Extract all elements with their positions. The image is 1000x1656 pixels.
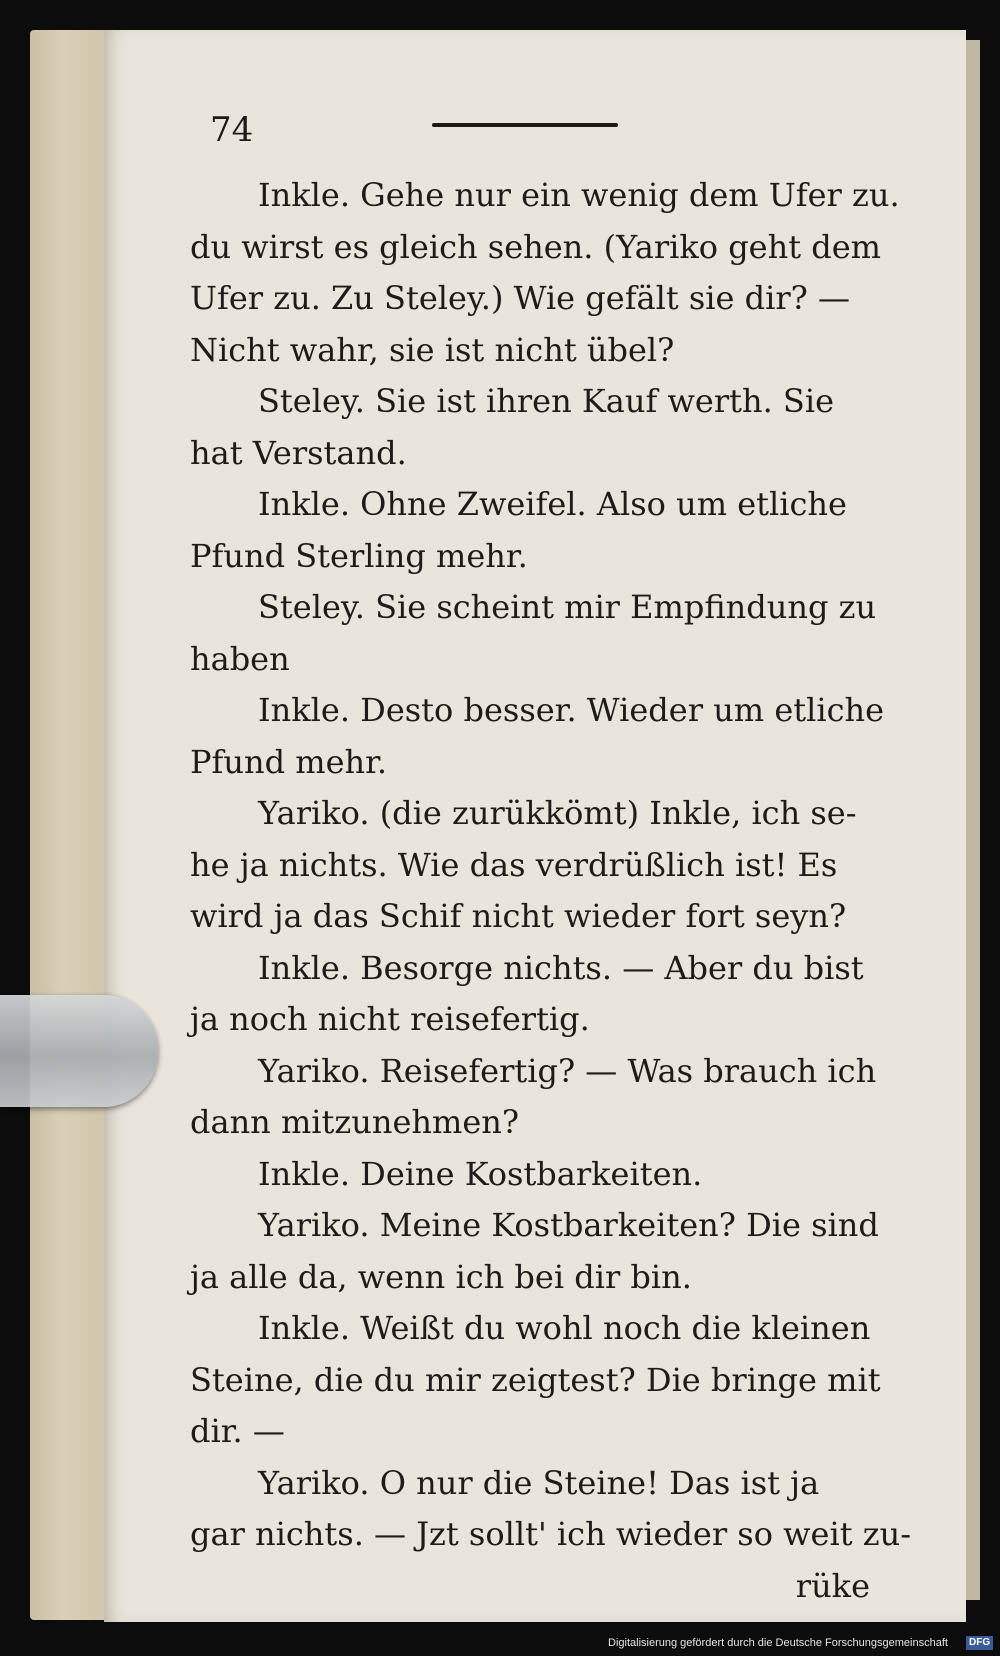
text-line: Steley. Sie scheint mir Empfindung zu (258, 588, 877, 626)
page-number: 74 (210, 110, 254, 150)
text-line: Steine, die du mir zeigtest? Die bringe mit (190, 1360, 881, 1399)
text-line: Yariko. Reisefertig? — Was brauch ich (258, 1051, 877, 1090)
dfg-logo: DFG (966, 1636, 993, 1650)
text-line: Inkle. Deine Kostbarkeiten. (258, 1154, 703, 1193)
text-line: Pfund mehr. (190, 742, 388, 781)
text-line: du wirst es gleich sehen. (Yariko geht dem (190, 227, 882, 266)
book-right-edge (966, 40, 980, 1600)
book-page-stack-edge (30, 30, 110, 1620)
page-text (190, 170, 912, 1612)
text-line: Inkle. Weißt du wohl noch die kleinen (258, 1309, 871, 1347)
text-line: Yariko. (die zurükkömt) Inkle, ich se- (258, 794, 857, 832)
text-line: Yariko. O nur die Steine! Das ist ja (258, 1463, 820, 1502)
text-line: dir. — (190, 1412, 285, 1450)
text-line: Inkle. Desto besser. Wieder um etliche (258, 691, 885, 729)
text-line: ja noch nicht reisefertig. (190, 1000, 590, 1038)
text-line: haben (190, 639, 290, 678)
text-line: Nicht wahr, sie ist nicht übel? (190, 330, 675, 369)
text-line: Inkle. Besorge nichts. — Aber du bist (258, 948, 864, 987)
text-line: Pfund Sterling mehr. (190, 536, 528, 575)
page-holder-clip (0, 995, 158, 1107)
text-line: ja alle da, wenn ich bei dir bin. (190, 1257, 692, 1296)
text-line: Inkle. Gehe nur ein wenig dem Ufer zu. (258, 176, 900, 214)
text-line: gar nichts. — Jzt sollt' ich wieder so weit zu- (190, 1515, 912, 1553)
text-line: Steley. Sie ist ihren Kauf werth. Sie (258, 382, 835, 420)
text-line: he ja nichts. Wie das verdrüßlich ist! Es (190, 845, 838, 884)
text-line: hat Verstand. (190, 433, 407, 472)
text-line: Ufer zu. Zu Steley.) Wie gefält sie dir? — (190, 279, 850, 317)
text-line: Inkle. Ohne Zweifel. Also um etliche (258, 485, 847, 523)
text-line: wird ja das Schif nicht wieder fort seyn? (190, 897, 847, 935)
catchword: rüke (795, 1566, 870, 1605)
text-line: dann mitzunehmen? (190, 1103, 520, 1141)
digitization-credit: Digitalisierung gefördert durch die Deutsche Forschungsgemeinschaft (608, 1637, 948, 1649)
text-line: Yariko. Meine Kostbarkeiten? Die sind (258, 1206, 879, 1244)
header-rule (432, 123, 618, 127)
